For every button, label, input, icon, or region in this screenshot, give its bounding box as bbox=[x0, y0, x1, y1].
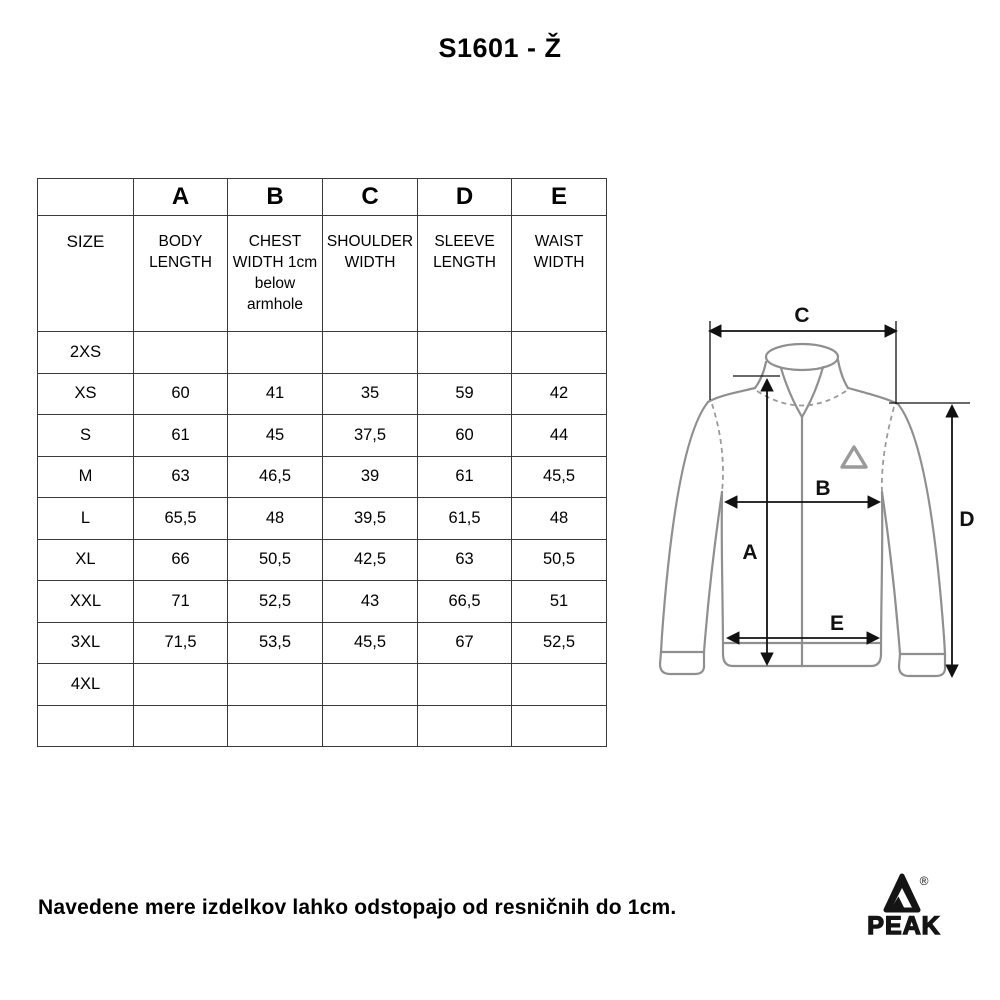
letter-header-cell: A bbox=[134, 179, 228, 216]
size-cell: S bbox=[38, 415, 134, 457]
shoulder-left bbox=[708, 388, 755, 402]
size-cell: 3XL bbox=[38, 622, 134, 664]
peak-wordmark: PEAK bbox=[867, 912, 941, 940]
table-row bbox=[38, 498, 607, 540]
value-cell: 52,5 bbox=[228, 581, 323, 623]
size-table bbox=[37, 178, 607, 747]
sleeve-right-inner bbox=[882, 492, 900, 654]
peak-logo bbox=[858, 866, 998, 966]
value-cell: 52,5 bbox=[512, 622, 607, 664]
value-cell: 60 bbox=[134, 373, 228, 415]
size-cell: M bbox=[38, 456, 134, 498]
cuff-left bbox=[660, 652, 704, 674]
value-cell: 63 bbox=[134, 456, 228, 498]
collar-left-wall bbox=[755, 362, 766, 388]
jacket-diagram-svg bbox=[640, 300, 1000, 700]
table-row bbox=[38, 415, 607, 457]
collar-v-right bbox=[802, 367, 823, 417]
value-cell: 71 bbox=[134, 581, 228, 623]
value-cell: 45 bbox=[228, 415, 323, 457]
letter-header-cell: E bbox=[512, 179, 607, 216]
column-header-cell: SIZE bbox=[38, 216, 134, 332]
table-row bbox=[38, 705, 607, 747]
table-row bbox=[38, 373, 607, 415]
table-row bbox=[38, 664, 607, 706]
sleeve-left-inner bbox=[704, 492, 722, 652]
dim-label-a: A bbox=[742, 541, 758, 564]
value-cell: 59 bbox=[418, 373, 512, 415]
value-cell bbox=[228, 664, 323, 706]
value-cell: 48 bbox=[512, 498, 607, 540]
value-cell: 65,5 bbox=[134, 498, 228, 540]
value-cell bbox=[323, 705, 418, 747]
size-cell: 4XL bbox=[38, 664, 134, 706]
value-cell bbox=[418, 664, 512, 706]
value-cell: 53,5 bbox=[228, 622, 323, 664]
table-row bbox=[38, 539, 607, 581]
chest-logo-triangle-icon bbox=[842, 447, 866, 467]
column-header-cell: SLEEVE LENGTH bbox=[418, 216, 512, 332]
value-cell: 39 bbox=[323, 456, 418, 498]
value-cell bbox=[134, 705, 228, 747]
peak-triangle-icon bbox=[886, 876, 918, 910]
size-cell bbox=[38, 705, 134, 747]
letter-header-cell: D bbox=[418, 179, 512, 216]
value-cell: 67 bbox=[418, 622, 512, 664]
value-cell: 50,5 bbox=[512, 539, 607, 581]
value-cell bbox=[512, 664, 607, 706]
dim-label-d: D bbox=[959, 508, 975, 531]
column-header-cell: WAIST WIDTH bbox=[512, 216, 607, 332]
table-row bbox=[38, 332, 607, 374]
neck-seam bbox=[757, 391, 846, 406]
cuff-right bbox=[899, 654, 945, 676]
value-cell bbox=[418, 332, 512, 374]
value-cell: 39,5 bbox=[323, 498, 418, 540]
value-cell: 48 bbox=[228, 498, 323, 540]
sleeve-right-outer bbox=[898, 404, 945, 654]
value-cell bbox=[323, 332, 418, 374]
armhole-left-seam bbox=[712, 404, 723, 492]
value-cell: 51 bbox=[512, 581, 607, 623]
dim-label-c: C bbox=[794, 304, 810, 327]
value-cell: 50,5 bbox=[228, 539, 323, 581]
size-cell: XXL bbox=[38, 581, 134, 623]
size-cell: L bbox=[38, 498, 134, 540]
value-cell: 42 bbox=[512, 373, 607, 415]
value-cell: 37,5 bbox=[323, 415, 418, 457]
value-cell: 66 bbox=[134, 539, 228, 581]
value-cell bbox=[323, 664, 418, 706]
letter-header-cell bbox=[38, 179, 134, 216]
value-cell: 61,5 bbox=[418, 498, 512, 540]
value-cell: 61 bbox=[418, 456, 512, 498]
jacket-outline bbox=[660, 344, 945, 676]
extension-lines bbox=[710, 321, 970, 404]
column-header-cell: BODY LENGTH bbox=[134, 216, 228, 332]
value-cell bbox=[418, 705, 512, 747]
column-header-cell: SHOULDER WIDTH bbox=[323, 216, 418, 332]
value-cell bbox=[134, 664, 228, 706]
value-cell: 43 bbox=[323, 581, 418, 623]
value-cell: 66,5 bbox=[418, 581, 512, 623]
value-cell: 61 bbox=[134, 415, 228, 457]
sleeve-left-outer bbox=[661, 402, 708, 652]
size-cell: XS bbox=[38, 373, 134, 415]
value-cell bbox=[228, 705, 323, 747]
column-header-cell: CHEST WIDTH 1cm below armhole bbox=[228, 216, 323, 332]
letter-header-row bbox=[38, 179, 607, 216]
letter-header-cell: C bbox=[323, 179, 418, 216]
value-cell bbox=[134, 332, 228, 374]
armhole-right-seam bbox=[882, 407, 894, 492]
jacket-measure-diagram bbox=[640, 300, 1000, 700]
column-header-row bbox=[38, 216, 607, 332]
collar-right-wall bbox=[838, 360, 848, 388]
collar-opening bbox=[766, 344, 838, 370]
table-row bbox=[38, 622, 607, 664]
table-row bbox=[38, 581, 607, 623]
value-cell: 60 bbox=[418, 415, 512, 457]
letter-header-cell: B bbox=[228, 179, 323, 216]
table-row bbox=[38, 456, 607, 498]
value-cell bbox=[512, 705, 607, 747]
value-cell: 63 bbox=[418, 539, 512, 581]
value-cell: 71,5 bbox=[134, 622, 228, 664]
value-cell: 45,5 bbox=[323, 622, 418, 664]
value-cell: 44 bbox=[512, 415, 607, 457]
peak-logo-svg bbox=[858, 866, 998, 966]
value-cell: 41 bbox=[228, 373, 323, 415]
dim-label-e: E bbox=[829, 612, 845, 635]
shoulder-right bbox=[848, 388, 898, 404]
value-cell bbox=[512, 332, 607, 374]
size-cell: 2XS bbox=[38, 332, 134, 374]
value-cell: 42,5 bbox=[323, 539, 418, 581]
registered-mark: ® bbox=[919, 874, 929, 888]
value-cell: 35 bbox=[323, 373, 418, 415]
value-cell: 45,5 bbox=[512, 456, 607, 498]
size-cell: XL bbox=[38, 539, 134, 581]
collar-v-left bbox=[781, 368, 802, 417]
dim-label-b: B bbox=[815, 477, 831, 500]
page-title: S1601 - Ž bbox=[438, 33, 562, 63]
value-cell: 46,5 bbox=[228, 456, 323, 498]
tolerance-note: Navedene mere izdelkov lahko odstopajo od resničnih do 1cm. bbox=[38, 896, 677, 919]
value-cell bbox=[228, 332, 323, 374]
